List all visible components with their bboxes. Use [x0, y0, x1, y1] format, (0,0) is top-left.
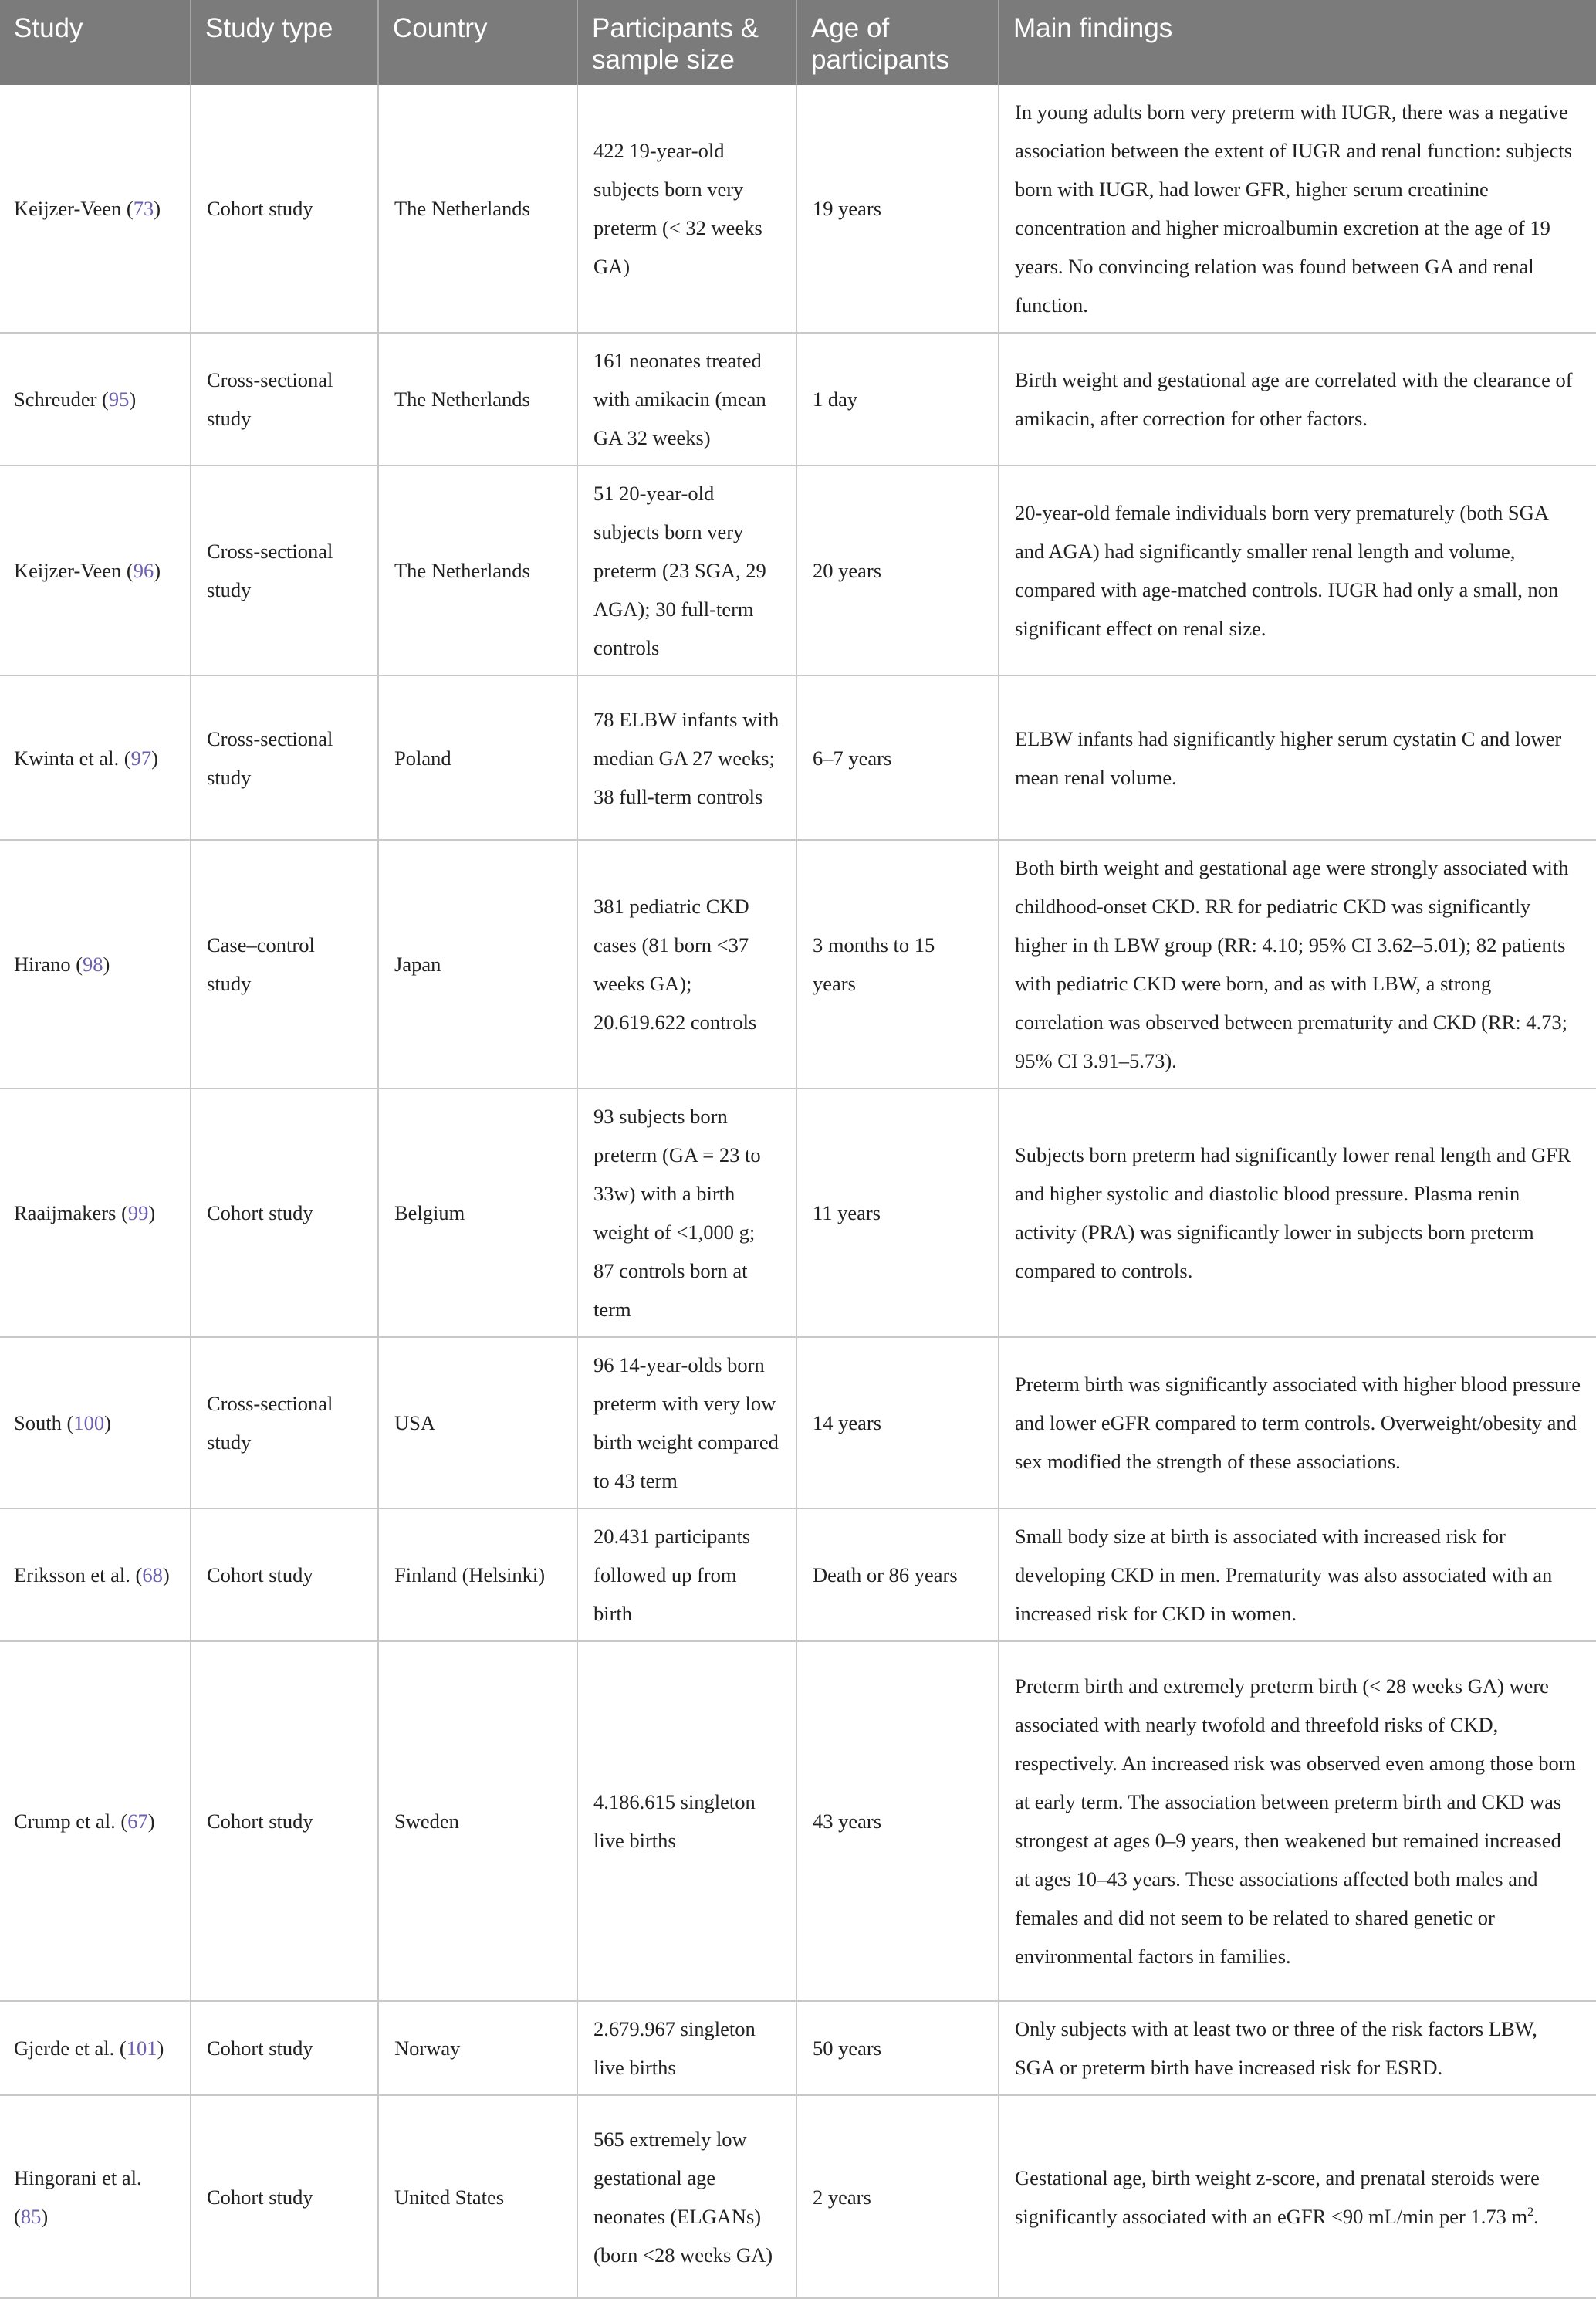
study-cell: Raaijmakers (99): [0, 1089, 191, 1337]
study-cell: South (100): [0, 1337, 191, 1508]
table-row: [0, 2095, 1596, 2298]
study-cell: Hingorani et al. (85): [0, 2095, 191, 2298]
column-header-country: Country: [378, 0, 577, 85]
column-header-findings: Main findings: [999, 0, 1596, 85]
findings-cell: 20-year-old female individuals born very prematurely (both SGA and AGA) had significantly smaller renal length and volume, compared with age-matched controls. IUGR had only a small, non significant effect on renal size.: [999, 466, 1596, 675]
column-header-study: Study: [0, 0, 191, 85]
findings-cell: Gestational age, birth weight z-score, and prenatal steroids were significantly associated with an eGFR <90 mL/min per 1.73 $m^2$.: [999, 2095, 1596, 2298]
study-cell: Eriksson et al. (68): [0, 1508, 191, 1641]
header-row: [0, 0, 1596, 85]
study-type-cell: Cohort study: [191, 1641, 378, 2001]
study-type-cell: Cohort study: [191, 85, 378, 333]
country-cell: Belgium: [378, 1089, 577, 1337]
reference-link[interactable]: 85: [20, 2204, 42, 2228]
findings-cell: Both birth weight and gestational age were strongly associated with childhood-onset CKD. RR for pediatric CKD was significantly higher in th LBW group (RR: 4.10; 95% CI 3.62–5.01); 82 patients with pediatric CKD were born, and as with LBW, a strong correlation was observed between prematurity and CKD (RR: 4.73; 95% CI 3.91–5.73).: [999, 840, 1596, 1089]
reference-link[interactable]: 68: [142, 1563, 163, 1586]
table-row: [0, 840, 1596, 1089]
findings-cell: Birth weight and gestational age are correlated with the clearance of amikacin, after correction for other factors.: [999, 333, 1596, 466]
findings-cell: ELBW infants had significantly higher serum cystatin C and lower mean renal volume.: [999, 675, 1596, 840]
country-cell: The Netherlands: [378, 466, 577, 675]
participants-cell: 422 19-year-old subjects born very preterm (< 32 weeks GA): [577, 85, 796, 333]
study-type-cell: Cross-sectional study: [191, 466, 378, 675]
table-row: [0, 466, 1596, 675]
country-cell: The Netherlands: [378, 85, 577, 333]
country-cell: USA: [378, 1337, 577, 1508]
participants-cell: 78 ELBW infants with median GA 27 weeks; 38 full-term controls: [577, 675, 796, 840]
participants-cell: 93 subjects born preterm (GA = 23 to 33w) with a birth weight of <1,000 g; 87 controls born at term: [577, 1089, 796, 1337]
age-cell: 19 years: [796, 85, 999, 333]
findings-cell: Small body size at birth is associated with increased risk for developing CKD in men. Prematurity was also associated with an increased risk for CKD in women.: [999, 1508, 1596, 1641]
study-cell: Keijzer-Veen (96): [0, 466, 191, 675]
table-row: [0, 1089, 1596, 1337]
age-cell: Death or 86 years: [796, 1508, 999, 1641]
reference-link[interactable]: 95: [108, 388, 130, 411]
table-row: [0, 2001, 1596, 2095]
reference-link[interactable]: 100: [73, 1411, 105, 1434]
participants-cell: 381 pediatric CKD cases (81 born <37 weeks GA); 20.619.622 controls: [577, 840, 796, 1089]
participants-cell: 2.679.967 singleton live births: [577, 2001, 796, 2095]
age-cell: 11 years: [796, 1089, 999, 1337]
country-cell: Japan: [378, 840, 577, 1089]
study-type-cell: Cohort study: [191, 2095, 378, 2298]
reference-link[interactable]: 99: [127, 1201, 149, 1224]
study-type-cell: Case–control study: [191, 840, 378, 1089]
country-cell: Sweden: [378, 1641, 577, 2001]
reference-link[interactable]: 101: [126, 2037, 157, 2060]
column-header-participants: Participants & sample size: [577, 0, 796, 85]
participants-cell: 96 14-year-olds born preterm with very low birth weight compared to 43 term: [577, 1337, 796, 1508]
table-row: [0, 85, 1596, 333]
reference-link[interactable]: 97: [130, 746, 152, 770]
study-type-cell: Cross-sectional study: [191, 675, 378, 840]
study-type-cell: Cohort study: [191, 2001, 378, 2095]
country-cell: Poland: [378, 675, 577, 840]
age-cell: 3 months to 15 years: [796, 840, 999, 1089]
country-cell: Finland (Helsinki): [378, 1508, 577, 1641]
reference-link[interactable]: 67: [127, 1810, 148, 1833]
study-cell: Keijzer-Veen (73): [0, 85, 191, 333]
country-cell: United States: [378, 2095, 577, 2298]
findings-cell: Preterm birth and extremely preterm birth (< 28 weeks GA) were associated with nearly twofold and threefold risks of CKD, respectively. An increased risk was observed even among those born at early term. The association between preterm birth and CKD was strongest at ages 0–9 years, then weakened but remained increased at ages 10–43 years. These associations affected both males and females and did not seem to be related to shared genetic or environmental factors in families.: [999, 1641, 1596, 2001]
study-cell: Schreuder (95): [0, 333, 191, 466]
study-type-cell: Cross-sectional study: [191, 333, 378, 466]
country-cell: The Netherlands: [378, 333, 577, 466]
age-cell: 2 years: [796, 2095, 999, 2298]
age-cell: 20 years: [796, 466, 999, 675]
study-cell: Gjerde et al. (101): [0, 2001, 191, 2095]
study-type-cell: Cross-sectional study: [191, 1337, 378, 1508]
study-type-cell: Cohort study: [191, 1089, 378, 1337]
age-cell: 1 day: [796, 333, 999, 466]
table-row: [0, 1641, 1596, 2001]
participants-cell: 4.186.615 singleton live births: [577, 1641, 796, 2001]
study-type-cell: Cohort study: [191, 1508, 378, 1641]
table-row: [0, 675, 1596, 840]
study-cell: Crump et al. (67): [0, 1641, 191, 2001]
superscript: 2: [1527, 2205, 1534, 2219]
column-header-age: Age of participants: [796, 0, 999, 85]
reference-link[interactable]: 73: [133, 197, 154, 220]
study-cell: Kwinta et al. (97): [0, 675, 191, 840]
findings-cell: Subjects born preterm had significantly lower renal length and GFR and higher systolic and diastolic blood pressure. Plasma renin activity (PRA) was significantly lower in subjects born preterm compared to controls.: [999, 1089, 1596, 1337]
age-cell: 6–7 years: [796, 675, 999, 840]
study-cell: Hirano (98): [0, 840, 191, 1089]
age-cell: 50 years: [796, 2001, 999, 2095]
age-cell: 43 years: [796, 1641, 999, 2001]
reference-link[interactable]: 98: [83, 953, 103, 976]
participants-cell: 51 20-year-old subjects born very preterm (23 SGA, 29 AGA); 30 full-term controls: [577, 466, 796, 675]
table-row: [0, 1337, 1596, 1508]
table-row: [0, 1508, 1596, 1641]
findings-cell: In young adults born very preterm with IUGR, there was a negative association between the extent of IUGR and renal function: subjects born with IUGR, had lower GFR, higher serum creatinine concentration and higher microalbumin excretion at the age of 19 years. No convincing relation was found between GA and renal function.: [999, 85, 1596, 333]
table-row: [0, 333, 1596, 466]
participants-cell: 565 extremely low gestational age neonates (ELGANs) (born <28 weeks GA): [577, 2095, 796, 2298]
findings-cell: Preterm birth was significantly associated with higher blood pressure and lower eGFR compared to term controls. Overweight/obesity and sex modified the strength of these associations.: [999, 1337, 1596, 1508]
country-cell: Norway: [378, 2001, 577, 2095]
age-cell: 14 years: [796, 1337, 999, 1508]
column-header-study-type: Study type: [191, 0, 378, 85]
reference-link[interactable]: 96: [133, 559, 154, 582]
participants-cell: 20.431 participants followed up from birth: [577, 1508, 796, 1641]
participants-cell: 161 neonates treated with amikacin (mean GA 32 weeks): [577, 333, 796, 466]
findings-cell: Only subjects with at least two or three of the risk factors LBW, SGA or preterm birth have increased risk for ESRD.: [999, 2001, 1596, 2095]
